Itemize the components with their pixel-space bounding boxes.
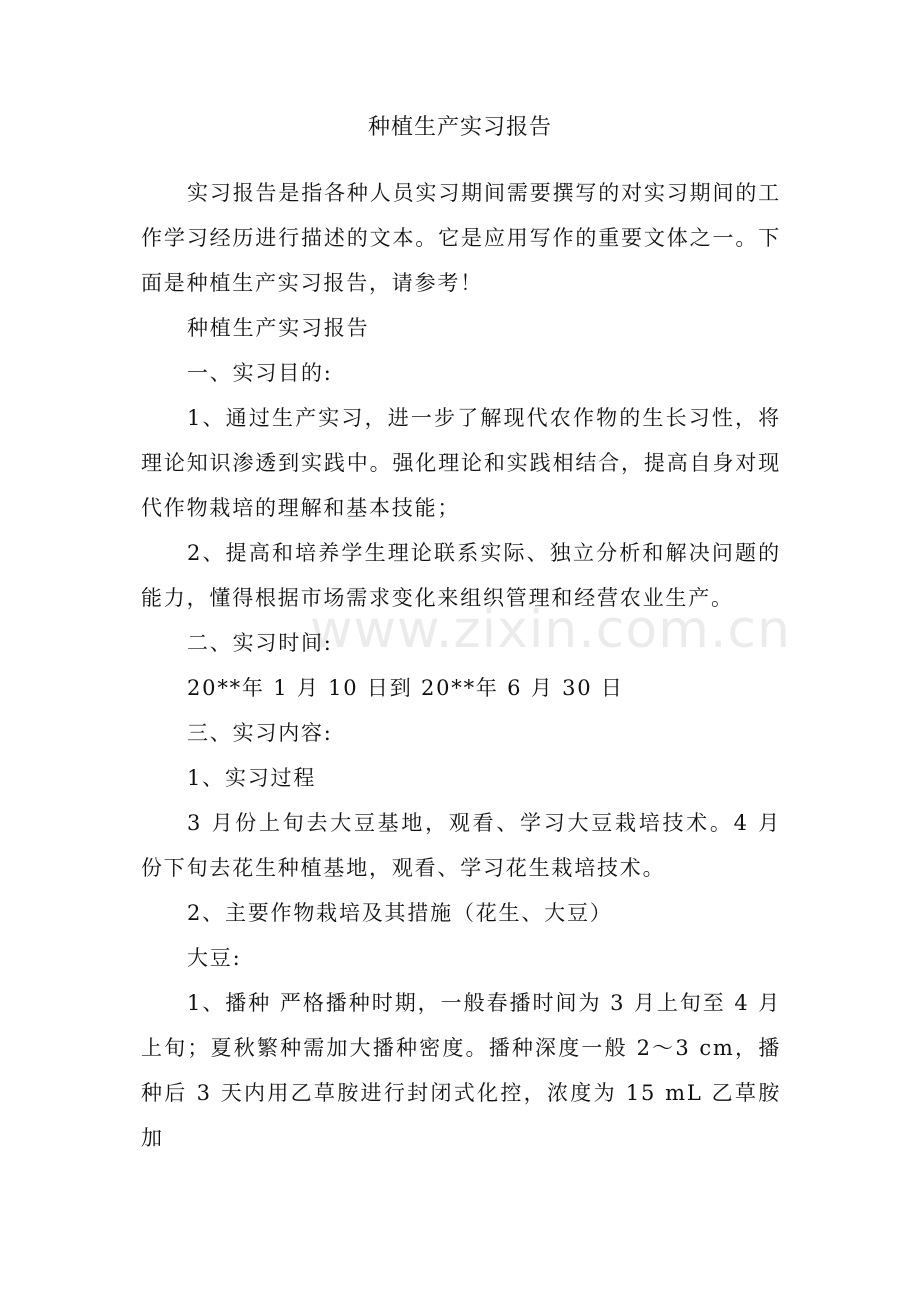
heading-time: 二、实习时间: (187, 631, 333, 655)
paragraph-time: 20**年 1 月 10 日到 20**年 6 月 30 日 (187, 676, 624, 700)
heading-content: 三、实习内容: (187, 721, 333, 745)
paragraph-purpose-1: 1、通过生产实习，进一步了解现代农作物的生长习性，将理论知识渗透到实践中。强化理论和实践相结合，提高自身对现代作物栽培的理解和基本技能； (141, 406, 781, 520)
paragraph-intro: 实习报告是指各种人员实习期间需要撰写的对实习期间的工作学习经历进行描述的文本。它是应用写作的重要文体之一。下面是种植生产实习报告，请参考！ (141, 181, 781, 295)
heading-crops: 2、主要作物栽培及其措施（花生、大豆） (187, 901, 613, 925)
paragraph-process: 3 月份上旬去大豆基地，观看、学习大豆栽培技术。4 月份下旬去花生种植基地，观看、学习花生栽培技术。 (141, 811, 781, 880)
watermark: www.zixin.com.cn (310, 600, 791, 660)
heading-soybean: 大豆: (187, 946, 242, 970)
heading-purpose: 一、实习目的: (187, 361, 333, 385)
document-title: 种植生产实习报告 (367, 115, 552, 140)
paragraph-purpose-2: 2、提高和培养学生理论联系实际、独立分析和解决问题的能力，懂得根据市场需求变化来组织管理和经营农业生产。 (141, 541, 781, 610)
document-body (141, 171, 781, 1161)
paragraph-sowing: 1、播种 严格播种时期，一般春播时间为 3 月上旬至 4 月上旬；夏秋繁种需加大播种密度。播种深度一般 2～3 cm，播种后 3 天内用乙草胺进行封闭式化控，浓度为 15 mL 乙草胺加 (141, 991, 781, 1150)
paragraph-subtitle: 种植生产实习报告 (187, 316, 370, 340)
heading-process: 1、实习过程 (187, 766, 317, 790)
